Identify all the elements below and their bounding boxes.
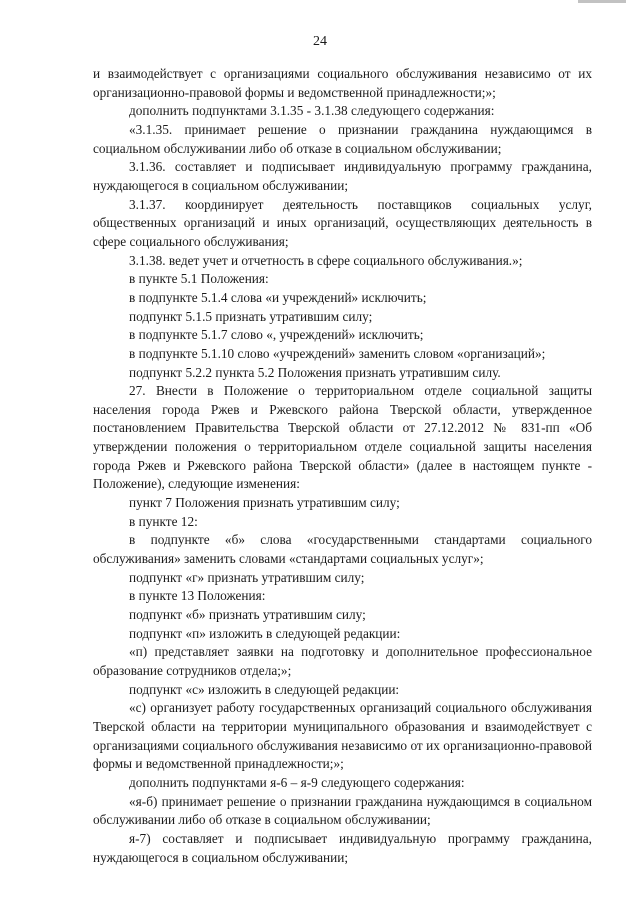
paragraph: 3.1.37. координирует деятельность поставщиков социальных услуг, общественных организаций и иных организаций, осуществляющих деятельность в сфере социального обслуживания; xyxy=(93,196,592,249)
paragraph: 27. Внести в Положение о территориальном отделе социальной защиты населения города Ржев и Ржевского района Тверской области, утвержденное постановлением Правительства Тверской области от 27.12.2012 № 831-пп «Об утверждении положения о территориальном отделе социальной защиты населения города Ржев и Ржевского района Тверской области» (далее в настоящем пункте - Положение), следующие изменения: xyxy=(93,383,592,492)
paragraph: дополнить подпунктами я-6 – я-9 следующего содержания: xyxy=(129,774,465,790)
paragraph: подпункт «б» признать утратившим силу; xyxy=(129,607,366,623)
paragraph: в пункте 5.1 Положения: xyxy=(129,271,269,287)
paragraph: в пункте 12: xyxy=(129,513,198,529)
document-body xyxy=(93,65,592,867)
paragraph: подпункт «п» изложить в следующей редакции: xyxy=(129,625,401,641)
paragraph: в подпункте 5.1.10 слово «учреждений» заменить словом «организаций»; xyxy=(129,345,546,361)
paragraph: и взаимодействует с организациями социального обслуживания независимо от их организационно-правовой формы и ведомственной принадлежности;»; xyxy=(93,66,592,100)
paragraph: подпункт 5.1.5 признать утратившим силу; xyxy=(129,308,373,324)
paragraph: подпункт 5.2.2 пункта 5.2 Положения признать утратившим силу. xyxy=(129,364,501,380)
paragraph: «п) представляет заявки на подготовку и дополнительное профессиональное образование сотрудников отдела;»; xyxy=(93,644,592,678)
paragraph: «3.1.35. принимает решение о признании гражданина нуждающимся в социальном обслуживании либо об отказе в социальном обслуживании; xyxy=(93,121,592,156)
page-number: 24 xyxy=(313,34,327,49)
paragraph: в подпункте 5.1.7 слово «, учреждений» исключить; xyxy=(129,327,424,343)
paragraph: в пункте 13 Положения: xyxy=(129,588,266,604)
paragraph: пункт 7 Положения признать утратившим силу; xyxy=(129,495,400,511)
paragraph: подпункт «с» изложить в следующей редакции: xyxy=(129,681,400,697)
scan-artifact xyxy=(578,0,626,3)
paragraph: я-7) составляет и подписывает индивидуальную программу гражданина, нуждающегося в социальном обслуживании; xyxy=(93,830,592,865)
paragraph: подпункт «г» признать утратившим силу; xyxy=(129,569,365,585)
paragraph: в подпункте «б» слова «государственными стандартами социального обслуживания» заменить словами «стандартами социальных услуг»; xyxy=(93,532,592,567)
paragraph: в подпункте 5.1.4 слова «и учреждений» исключить; xyxy=(129,289,427,305)
paragraph: «я-б) принимает решение о признании гражданина нуждающимся в социальном обслуживании либо об отказе в социальном обслуживании; xyxy=(93,793,592,828)
paragraph: 3.1.38. ведет учет и отчетность в сфере социального обслуживания.»; xyxy=(129,252,523,268)
paragraph: 3.1.36. составляет и подписывает индивидуальную программу гражданина, нуждающегося в социальном обслуживании; xyxy=(93,159,592,193)
paragraph: «с) организует работу государственных организаций социального обслуживания Тверской области на территории муниципального образования и взаимодействует с организациями социального обслуживания независимо от их организационно-правовой формы и ведомственной принадлежности;»; xyxy=(93,700,592,772)
paragraph: дополнить подпунктами 3.1.35 - 3.1.38 следующего содержания: xyxy=(129,103,495,119)
